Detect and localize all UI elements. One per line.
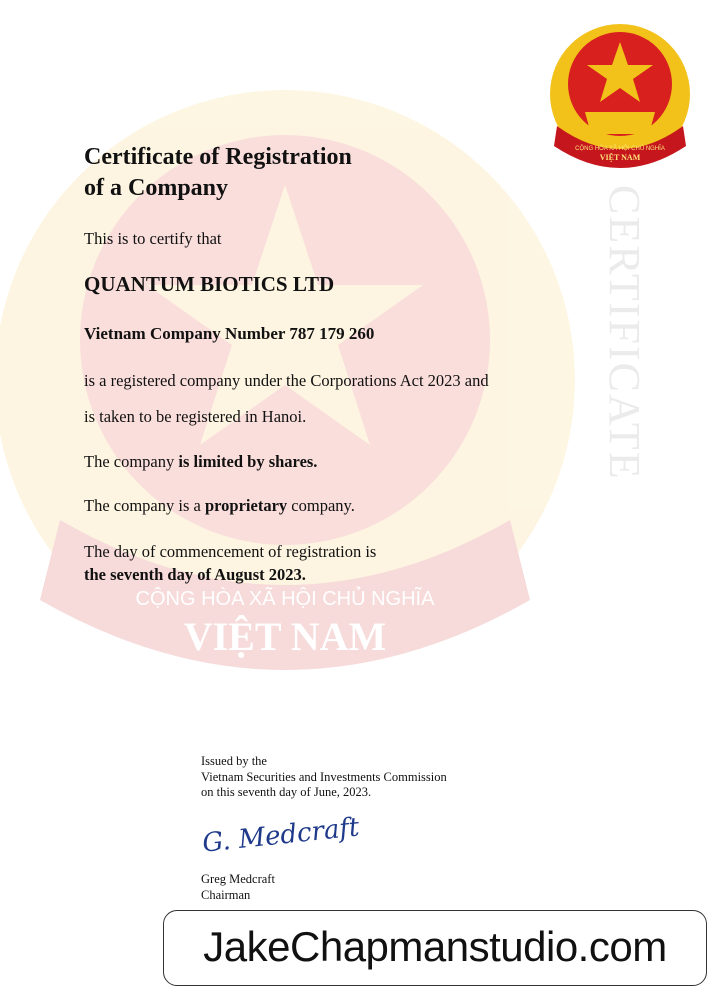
watermark-arc-text: CỘNG HÒA XÃ HỘI CHỦ NGHĨA [135, 588, 435, 610]
proprietary-bold: proprietary [204, 496, 288, 515]
signatory-name: Greg Medcraft [201, 872, 275, 886]
emblem-ribbon-text: CỘNG HÒA XÃ HỘI CHỦ NGHĨA [575, 146, 665, 152]
proprietary-prefix: The company is a [84, 496, 205, 515]
certificate-title [84, 142, 352, 204]
signature-text: G. Medcraft [200, 812, 361, 859]
title-line-1: Certificate of Registration [84, 144, 352, 170]
issuer-block [201, 754, 447, 801]
proprietary-suffix: company. [287, 496, 355, 515]
limited-statement [84, 452, 317, 472]
signatory-title: Chairman [201, 887, 251, 902]
proprietary-statement [84, 496, 355, 516]
certify-text: This is to certify that [84, 229, 222, 248]
emblem-gear-icon [585, 112, 655, 134]
issuer-line-3: on this seventh day of June, 2023. [201, 785, 372, 799]
limited-bold: is limited by shares. [178, 452, 318, 471]
studio-banner-text: JakeChapmanstudio.com [203, 923, 667, 970]
registration-statement-line-2: is taken to be registered in Hanoi. [84, 407, 307, 426]
emblem-country-text: VIỆT NAM [599, 153, 641, 162]
vertical-certificate-watermark: CERTIFICATE [600, 185, 649, 481]
chairman-signature [198, 812, 361, 860]
limited-prefix: The company [84, 452, 179, 471]
title-line-2: of a Company [84, 175, 229, 201]
commencement-line: The day of commencement of registration is [84, 542, 377, 561]
issuer-line-1: Issued by the [201, 754, 267, 768]
registration-statement-line-1: is a registered company under the Corporations Act 2023 and [84, 371, 489, 390]
company-name: QUANTUM BIOTICS LTD [84, 272, 335, 296]
issuer-line-2: Vietnam Securities and Investments Commission [201, 769, 447, 784]
watermark-country-text: VIỆT NAM [183, 614, 387, 659]
signatory-block [201, 872, 275, 903]
commencement-date: the seventh day of August 2023. [84, 565, 306, 584]
vietnam-emblem [545, 22, 695, 172]
company-number: Vietnam Company Number 787 179 260 [84, 324, 375, 343]
studio-banner [163, 910, 707, 986]
